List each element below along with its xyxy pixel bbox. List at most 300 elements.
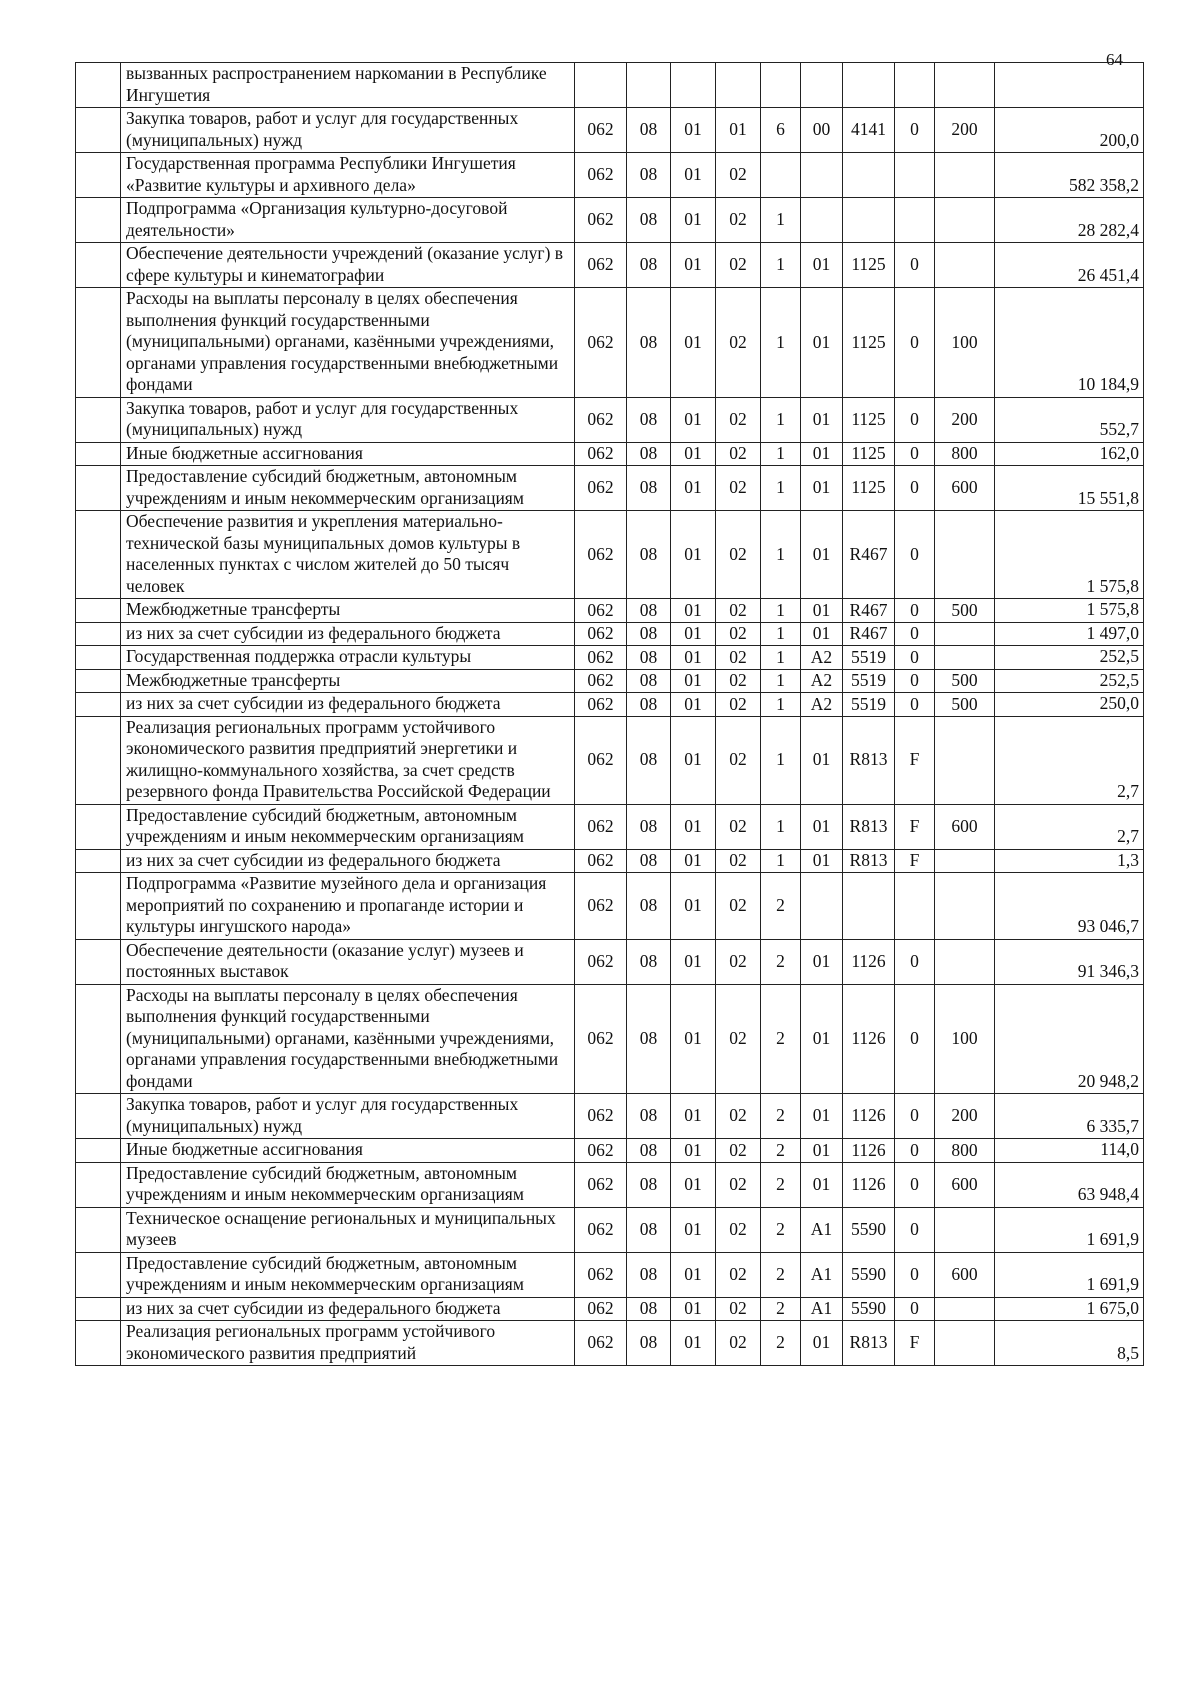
code-cell-pr: 01 <box>671 1139 716 1163</box>
code-cell-c3: 01 <box>801 1139 843 1163</box>
item-name-cell: Реализация региональных программ устойчивого экономического развития предприятий энергетики и жилищно-коммунального хозяйства, за счет средств резервного фонда Правительства Российской Федерации <box>121 716 575 804</box>
code-cell-rz: 08 <box>627 669 671 693</box>
code-cell-c3: 01 <box>801 243 843 288</box>
code-cell-c3: 01 <box>801 511 843 599</box>
code-cell-c2: 1 <box>761 511 801 599</box>
code-cell-c4: 1125 <box>843 397 895 442</box>
code-cell-c2: 2 <box>761 1207 801 1252</box>
code-cell-pr: 01 <box>671 1094 716 1139</box>
table-row <box>76 1297 1144 1321</box>
code-cell-c3: 01 <box>801 599 843 623</box>
code-cell-c4: 1125 <box>843 442 895 466</box>
row-number-cell <box>76 849 121 873</box>
code-cell-vr: 800 <box>935 1139 995 1163</box>
code-cell-rz: 08 <box>627 1252 671 1297</box>
code-cell-vr <box>935 1207 995 1252</box>
code-cell-rz: 08 <box>627 243 671 288</box>
code-cell-c3: A1 <box>801 1207 843 1252</box>
row-number-cell <box>76 716 121 804</box>
row-number-cell <box>76 1162 121 1207</box>
row-number-cell <box>76 1297 121 1321</box>
amount-cell: 582 358,2 <box>995 153 1144 198</box>
amount-cell: 2,7 <box>995 716 1144 804</box>
code-cell-c4: 1125 <box>843 466 895 511</box>
amount-cell: 1 691,9 <box>995 1252 1144 1297</box>
row-number-cell <box>76 804 121 849</box>
code-cell-vr <box>935 511 995 599</box>
item-name-cell: вызванных распространением наркомании в Республике Ингушетия <box>121 63 575 108</box>
table-row <box>76 693 1144 717</box>
code-cell-c2: 2 <box>761 873 801 940</box>
code-cell-c1: 02 <box>716 243 761 288</box>
code-cell-rz: 08 <box>627 716 671 804</box>
code-cell-c5: 0 <box>895 984 935 1094</box>
code-cell-c3: 01 <box>801 622 843 646</box>
code-cell-c2: 1 <box>761 198 801 243</box>
code-cell-vr: 200 <box>935 108 995 153</box>
code-cell-c2 <box>761 63 801 108</box>
code-cell-c4 <box>843 873 895 940</box>
code-cell-rz: 08 <box>627 1139 671 1163</box>
amount-cell: 1,3 <box>995 849 1144 873</box>
code-cell-c2: 1 <box>761 397 801 442</box>
code-cell-rz: 08 <box>627 1207 671 1252</box>
table-row <box>76 397 1144 442</box>
code-cell-vr <box>935 849 995 873</box>
code-cell-c1: 02 <box>716 1207 761 1252</box>
amount-cell: 1 575,8 <box>995 511 1144 599</box>
code-cell-c1: 02 <box>716 153 761 198</box>
code-cell-pr: 01 <box>671 622 716 646</box>
code-cell-c4: 5519 <box>843 646 895 670</box>
code-cell-c5: 0 <box>895 1297 935 1321</box>
code-cell-c5: 0 <box>895 442 935 466</box>
code-cell-min: 062 <box>575 397 627 442</box>
code-cell-rz: 08 <box>627 1094 671 1139</box>
code-cell-vr <box>935 622 995 646</box>
amount-cell: 10 184,9 <box>995 288 1144 398</box>
code-cell-c1: 02 <box>716 804 761 849</box>
code-cell-pr: 01 <box>671 1162 716 1207</box>
code-cell-pr: 01 <box>671 108 716 153</box>
code-cell-vr: 800 <box>935 442 995 466</box>
code-cell-c1: 02 <box>716 511 761 599</box>
row-number-cell <box>76 1207 121 1252</box>
item-name-cell: Иные бюджетные ассигнования <box>121 442 575 466</box>
code-cell-rz: 08 <box>627 442 671 466</box>
item-name-cell: Иные бюджетные ассигнования <box>121 1139 575 1163</box>
code-cell-vr: 600 <box>935 466 995 511</box>
table-row <box>76 984 1144 1094</box>
code-cell-c5: 0 <box>895 1252 935 1297</box>
table-row <box>76 198 1144 243</box>
row-number-cell <box>76 1139 121 1163</box>
code-cell-c5: 0 <box>895 397 935 442</box>
amount-cell: 15 551,8 <box>995 466 1144 511</box>
row-number-cell <box>76 511 121 599</box>
code-cell-c2: 2 <box>761 1162 801 1207</box>
row-number-cell <box>76 1094 121 1139</box>
code-cell-c4: R813 <box>843 1321 895 1366</box>
code-cell-min: 062 <box>575 153 627 198</box>
code-cell-c3: 01 <box>801 397 843 442</box>
amount-cell: 200,0 <box>995 108 1144 153</box>
amount-cell: 93 046,7 <box>995 873 1144 940</box>
code-cell-c4: R467 <box>843 511 895 599</box>
code-cell-c3: A2 <box>801 693 843 717</box>
code-cell-vr: 100 <box>935 984 995 1094</box>
code-cell-vr: 500 <box>935 669 995 693</box>
code-cell-min: 062 <box>575 108 627 153</box>
code-cell-rz: 08 <box>627 804 671 849</box>
code-cell-rz: 08 <box>627 693 671 717</box>
code-cell-vr: 600 <box>935 1252 995 1297</box>
code-cell-rz: 08 <box>627 466 671 511</box>
table-row <box>76 1321 1144 1366</box>
code-cell-min: 062 <box>575 1297 627 1321</box>
code-cell-c4 <box>843 198 895 243</box>
code-cell-rz: 08 <box>627 646 671 670</box>
code-cell-rz: 08 <box>627 1321 671 1366</box>
table-row <box>76 1207 1144 1252</box>
amount-cell: 1 675,0 <box>995 1297 1144 1321</box>
item-name-cell: Обеспечение деятельности учреждений (оказание услуг) в сфере культуры и кинематографии <box>121 243 575 288</box>
code-cell-pr: 01 <box>671 1297 716 1321</box>
code-cell-rz: 08 <box>627 1162 671 1207</box>
code-cell-c5: 0 <box>895 646 935 670</box>
code-cell-vr <box>935 153 995 198</box>
code-cell-vr: 500 <box>935 599 995 623</box>
code-cell-c2: 1 <box>761 442 801 466</box>
code-cell-c5 <box>895 63 935 108</box>
code-cell-c3: 01 <box>801 288 843 398</box>
code-cell-vr: 100 <box>935 288 995 398</box>
code-cell-c1: 02 <box>716 669 761 693</box>
code-cell-pr: 01 <box>671 442 716 466</box>
code-cell-c2: 1 <box>761 716 801 804</box>
code-cell-pr: 01 <box>671 716 716 804</box>
code-cell-c3 <box>801 873 843 940</box>
row-number-cell <box>76 1252 121 1297</box>
table-row <box>76 511 1144 599</box>
amount-cell: 8,5 <box>995 1321 1144 1366</box>
code-cell-min: 062 <box>575 198 627 243</box>
code-cell-min: 062 <box>575 804 627 849</box>
code-cell-c3: 01 <box>801 1162 843 1207</box>
code-cell-c1: 02 <box>716 397 761 442</box>
code-cell-rz: 08 <box>627 849 671 873</box>
row-number-cell <box>76 198 121 243</box>
table-row <box>76 1094 1144 1139</box>
item-name-cell: Обеспечение развития и укрепления материально-технической базы муниципальных домов культуры в населенных пунктах с числом жителей до 50 тысяч человек <box>121 511 575 599</box>
code-cell-rz: 08 <box>627 108 671 153</box>
table-row <box>76 716 1144 804</box>
code-cell-rz: 08 <box>627 511 671 599</box>
amount-cell: 1 497,0 <box>995 622 1144 646</box>
code-cell-rz: 08 <box>627 1297 671 1321</box>
code-cell-c3: 01 <box>801 939 843 984</box>
code-cell-c5: 0 <box>895 599 935 623</box>
code-cell-c1: 02 <box>716 442 761 466</box>
code-cell-c3: 01 <box>801 984 843 1094</box>
code-cell-c5: 0 <box>895 1139 935 1163</box>
code-cell-c4: 1125 <box>843 288 895 398</box>
code-cell-pr: 01 <box>671 198 716 243</box>
code-cell-c2: 2 <box>761 1321 801 1366</box>
row-number-cell <box>76 153 121 198</box>
code-cell-c3: A2 <box>801 669 843 693</box>
code-cell-c4 <box>843 153 895 198</box>
code-cell-pr: 01 <box>671 288 716 398</box>
item-name-cell: из них за счет субсидии из федерального бюджета <box>121 849 575 873</box>
code-cell-c5: 0 <box>895 288 935 398</box>
code-cell-c5: 0 <box>895 1162 935 1207</box>
code-cell-min: 062 <box>575 669 627 693</box>
code-cell-vr <box>935 198 995 243</box>
row-number-cell <box>76 693 121 717</box>
code-cell-pr: 01 <box>671 939 716 984</box>
table-row <box>76 63 1144 108</box>
row-number-cell <box>76 108 121 153</box>
code-cell-c5: F <box>895 804 935 849</box>
code-cell-pr: 01 <box>671 153 716 198</box>
code-cell-pr: 01 <box>671 669 716 693</box>
code-cell-min: 062 <box>575 1207 627 1252</box>
table-body <box>76 63 1144 1366</box>
code-cell-pr: 01 <box>671 693 716 717</box>
code-cell-c3: A1 <box>801 1252 843 1297</box>
code-cell-vr: 200 <box>935 1094 995 1139</box>
code-cell-vr <box>935 1321 995 1366</box>
code-cell-c5: 0 <box>895 939 935 984</box>
code-cell-c4: 5519 <box>843 669 895 693</box>
code-cell-c3: A1 <box>801 1297 843 1321</box>
table-row <box>76 288 1144 398</box>
code-cell-c1: 01 <box>716 108 761 153</box>
code-cell-rz: 08 <box>627 622 671 646</box>
code-cell-rz: 08 <box>627 984 671 1094</box>
code-cell-c1: 02 <box>716 716 761 804</box>
code-cell-min: 062 <box>575 716 627 804</box>
code-cell-c2: 1 <box>761 288 801 398</box>
amount-cell: 20 948,2 <box>995 984 1144 1094</box>
code-cell-c5: F <box>895 716 935 804</box>
code-cell-min: 062 <box>575 1321 627 1366</box>
code-cell-pr: 01 <box>671 243 716 288</box>
code-cell-rz: 08 <box>627 153 671 198</box>
code-cell-pr: 01 <box>671 873 716 940</box>
row-number-cell <box>76 939 121 984</box>
code-cell-c1: 02 <box>716 1094 761 1139</box>
code-cell-pr <box>671 63 716 108</box>
code-cell-c3 <box>801 153 843 198</box>
amount-cell <box>995 63 1144 108</box>
code-cell-c1: 02 <box>716 1139 761 1163</box>
code-cell-c3: 01 <box>801 849 843 873</box>
budget-table <box>75 62 1144 1366</box>
amount-cell: 1 691,9 <box>995 1207 1144 1252</box>
code-cell-c5: 0 <box>895 693 935 717</box>
table-row <box>76 939 1144 984</box>
table-row <box>76 804 1144 849</box>
code-cell-c4: 1126 <box>843 1094 895 1139</box>
code-cell-pr: 01 <box>671 511 716 599</box>
code-cell-pr: 01 <box>671 1252 716 1297</box>
code-cell-vr <box>935 243 995 288</box>
table-row <box>76 622 1144 646</box>
item-name-cell: Государственная программа Республики Ингушетия «Развитие культуры и архивного дела» <box>121 153 575 198</box>
code-cell-c5: F <box>895 849 935 873</box>
code-cell-min: 062 <box>575 622 627 646</box>
code-cell-c4: 5590 <box>843 1207 895 1252</box>
item-name-cell: Предоставление субсидий бюджетным, автономным учреждениям и иным некоммерческим организациям <box>121 1162 575 1207</box>
row-number-cell <box>76 622 121 646</box>
table-row <box>76 669 1144 693</box>
code-cell-vr: 600 <box>935 804 995 849</box>
code-cell-c5 <box>895 873 935 940</box>
row-number-cell <box>76 397 121 442</box>
table-row <box>76 873 1144 940</box>
code-cell-vr: 600 <box>935 1162 995 1207</box>
code-cell-min: 062 <box>575 243 627 288</box>
code-cell-c1: 02 <box>716 939 761 984</box>
code-cell-pr: 01 <box>671 804 716 849</box>
amount-cell: 1 575,8 <box>995 599 1144 623</box>
code-cell-c4: R467 <box>843 622 895 646</box>
code-cell-c5: 0 <box>895 108 935 153</box>
code-cell-c3: 01 <box>801 804 843 849</box>
code-cell-c2: 1 <box>761 599 801 623</box>
code-cell-c2: 2 <box>761 939 801 984</box>
code-cell-pr: 01 <box>671 849 716 873</box>
code-cell-c3 <box>801 198 843 243</box>
item-name-cell: Межбюджетные трансферты <box>121 669 575 693</box>
amount-cell: 6 335,7 <box>995 1094 1144 1139</box>
code-cell-rz: 08 <box>627 288 671 398</box>
code-cell-c5: 0 <box>895 243 935 288</box>
code-cell-c4: 5590 <box>843 1297 895 1321</box>
code-cell-pr: 01 <box>671 599 716 623</box>
code-cell-c1: 02 <box>716 288 761 398</box>
code-cell-c2: 1 <box>761 849 801 873</box>
table-row <box>76 1162 1144 1207</box>
item-name-cell: Расходы на выплаты персоналу в целях обеспечения выполнения функций государственными (муниципальными) органами, казёнными учреждениями, органами управления государственными внебюджетными фондами <box>121 288 575 398</box>
code-cell-min: 062 <box>575 288 627 398</box>
code-cell-c2: 2 <box>761 1139 801 1163</box>
amount-cell: 250,0 <box>995 693 1144 717</box>
row-number-cell <box>76 63 121 108</box>
amount-cell: 162,0 <box>995 442 1144 466</box>
code-cell-c4: 4141 <box>843 108 895 153</box>
table-row <box>76 108 1144 153</box>
code-cell-c4: R467 <box>843 599 895 623</box>
code-cell-c5: F <box>895 1321 935 1366</box>
item-name-cell: Техническое оснащение региональных и муниципальных музеев <box>121 1207 575 1252</box>
code-cell-min: 062 <box>575 849 627 873</box>
code-cell-c1: 02 <box>716 873 761 940</box>
item-name-cell: Подпрограмма «Развитие музейного дела и организация мероприятий по сохранению и пропаганде истории и культуры ингушского народа» <box>121 873 575 940</box>
code-cell-c2: 2 <box>761 984 801 1094</box>
code-cell-min: 062 <box>575 466 627 511</box>
amount-cell: 114,0 <box>995 1139 1144 1163</box>
code-cell-min: 062 <box>575 873 627 940</box>
code-cell-c4: 1126 <box>843 984 895 1094</box>
code-cell-vr <box>935 716 995 804</box>
table-row <box>76 849 1144 873</box>
amount-cell: 26 451,4 <box>995 243 1144 288</box>
table-row <box>76 466 1144 511</box>
amount-cell: 2,7 <box>995 804 1144 849</box>
item-name-cell: Предоставление субсидий бюджетным, автономным учреждениям и иным некоммерческим организациям <box>121 804 575 849</box>
code-cell-c5: 0 <box>895 669 935 693</box>
code-cell-vr: 200 <box>935 397 995 442</box>
code-cell-pr: 01 <box>671 646 716 670</box>
code-cell-rz: 08 <box>627 198 671 243</box>
code-cell-min: 062 <box>575 939 627 984</box>
table-row <box>76 243 1144 288</box>
code-cell-c1: 02 <box>716 984 761 1094</box>
code-cell-rz <box>627 63 671 108</box>
code-cell-c2: 1 <box>761 646 801 670</box>
code-cell-c5: 0 <box>895 1207 935 1252</box>
code-cell-min: 062 <box>575 1162 627 1207</box>
code-cell-pr: 01 <box>671 397 716 442</box>
code-cell-c4: R813 <box>843 849 895 873</box>
code-cell-c4: 1125 <box>843 243 895 288</box>
table-row <box>76 1139 1144 1163</box>
code-cell-min: 062 <box>575 1139 627 1163</box>
code-cell-c5: 0 <box>895 622 935 646</box>
code-cell-c4: R813 <box>843 716 895 804</box>
code-cell-min: 062 <box>575 1094 627 1139</box>
table-row <box>76 153 1144 198</box>
row-number-cell <box>76 646 121 670</box>
item-name-cell: Предоставление субсидий бюджетным, автономным учреждениям и иным некоммерческим организациям <box>121 466 575 511</box>
code-cell-c3 <box>801 63 843 108</box>
item-name-cell: из них за счет субсидии из федерального бюджета <box>121 1297 575 1321</box>
code-cell-pr: 01 <box>671 466 716 511</box>
code-cell-min: 062 <box>575 693 627 717</box>
code-cell-c5 <box>895 198 935 243</box>
code-cell-vr <box>935 63 995 108</box>
code-cell-c1: 02 <box>716 1162 761 1207</box>
code-cell-c2: 1 <box>761 804 801 849</box>
code-cell-c2: 2 <box>761 1094 801 1139</box>
code-cell-c4: R813 <box>843 804 895 849</box>
code-cell-c2: 1 <box>761 693 801 717</box>
code-cell-pr: 01 <box>671 1207 716 1252</box>
code-cell-c2: 2 <box>761 1297 801 1321</box>
row-number-cell <box>76 669 121 693</box>
code-cell-c1: 02 <box>716 1321 761 1366</box>
code-cell-c2: 1 <box>761 669 801 693</box>
code-cell-c2: 1 <box>761 243 801 288</box>
item-name-cell: Государственная поддержка отрасли культуры <box>121 646 575 670</box>
code-cell-c3: 01 <box>801 442 843 466</box>
code-cell-c1: 02 <box>716 646 761 670</box>
code-cell-c3: 01 <box>801 466 843 511</box>
table-row <box>76 646 1144 670</box>
code-cell-c1 <box>716 63 761 108</box>
code-cell-c2: 2 <box>761 1252 801 1297</box>
item-name-cell: Предоставление субсидий бюджетным, автономным учреждениям и иным некоммерческим организациям <box>121 1252 575 1297</box>
page-number: 64 <box>1106 50 1123 69</box>
row-number-cell <box>76 873 121 940</box>
row-number-cell <box>76 984 121 1094</box>
table-row <box>76 442 1144 466</box>
code-cell-c3: A2 <box>801 646 843 670</box>
code-cell-c4: 1126 <box>843 1162 895 1207</box>
